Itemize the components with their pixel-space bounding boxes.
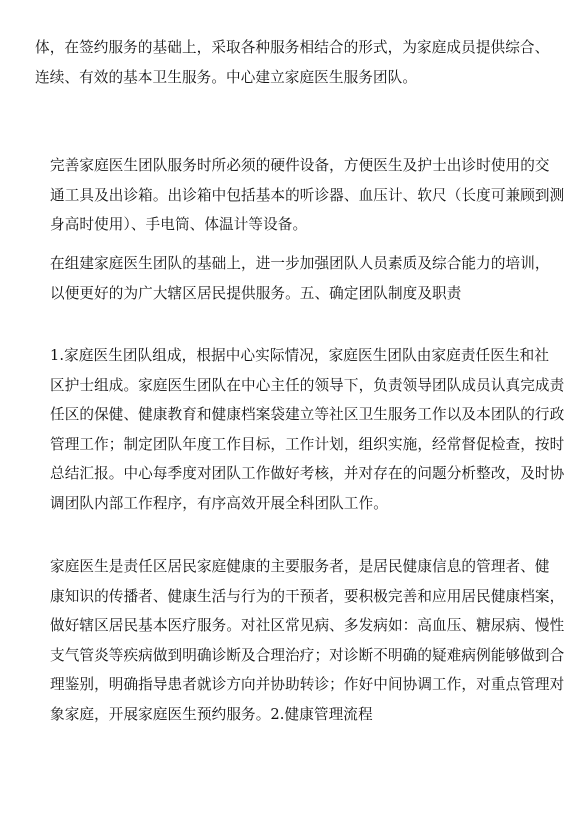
text-line: 理鉴别，明确指导患者就诊方向并协助转诊；作好中间协调工作，对重点管理对	[50, 676, 565, 693]
text-line: 象家庭，开展家庭医生预约服务。2.健康管理流程	[50, 705, 373, 723]
paragraph-team-composition	[35, 341, 565, 518]
text-line: 总结汇报。中心每季度对团队工作做好考核，并对存在的问题分析整改，及时协	[50, 465, 565, 482]
text-line: 体，在签约服务的基础上，采取各种服务相结合的形式，为家庭成员提供综合、	[35, 39, 550, 56]
text-line: 通工具及出诊箱。出诊箱中包括基本的听诊器、血压计、软尺（长度可兼顾到测	[50, 186, 565, 204]
text-line: 在组建家庭医生团队的基础上，进一步加强团队人员素质及综合能力的培训，	[50, 255, 550, 272]
paragraph-training	[35, 249, 549, 308]
paragraph-family-doctor-role	[35, 552, 565, 729]
text-line: 区护士组成。家庭医生团队在中心主任的领导下，负责领导团队成员认真完成责	[50, 376, 565, 394]
text-line: 身高时使用）、手电筒、体温计等设备。	[50, 216, 308, 233]
text-line: 康知识的传播者、健康生活与行为的干预者，要积极完善和应用居民健康档案，	[50, 587, 565, 605]
text-line: 1.家庭医生团队组成，根据中心实际情况，家庭医生团队由家庭责任医生和社	[50, 347, 550, 364]
text-line: 管理工作；制定团队年度工作目标，工作计划，组织实施，经常督促检查，按时	[50, 435, 565, 453]
text-line: 家庭医生是责任区居民家庭健康的主要服务者，是居民健康信息的管理者、健	[50, 558, 550, 575]
text-line: 以便更好的为广大辖区居民提供服务。五、确定团队制度及职责	[50, 284, 462, 302]
text-line: 支气管炎等疾病做到明确诊断及合理治疗；对诊断不明确的疑难病例能够做到合	[50, 646, 565, 664]
text-line: 做好辖区居民基本医疗服务。对社区常见病、多发病如：高血压、糖尿病、慢性	[50, 617, 565, 634]
text-line: 任区的保健、健康教育和健康档案袋建立等社区卫生服务工作以及本团队的行政	[50, 406, 565, 423]
text-line: 连续、有效的基本卫生服务。中心建立家庭医生服务团队。	[35, 68, 418, 86]
text-line: 完善家庭医生团队服务时所必须的硬件设备，方便医生及护士出诊时使用的交	[50, 157, 550, 174]
text-line: 调团队内部工作程序，有序高效开展全科团队工作。	[50, 494, 388, 512]
paragraph-equipment	[35, 151, 565, 240]
paragraph-team-intro	[35, 33, 549, 92]
